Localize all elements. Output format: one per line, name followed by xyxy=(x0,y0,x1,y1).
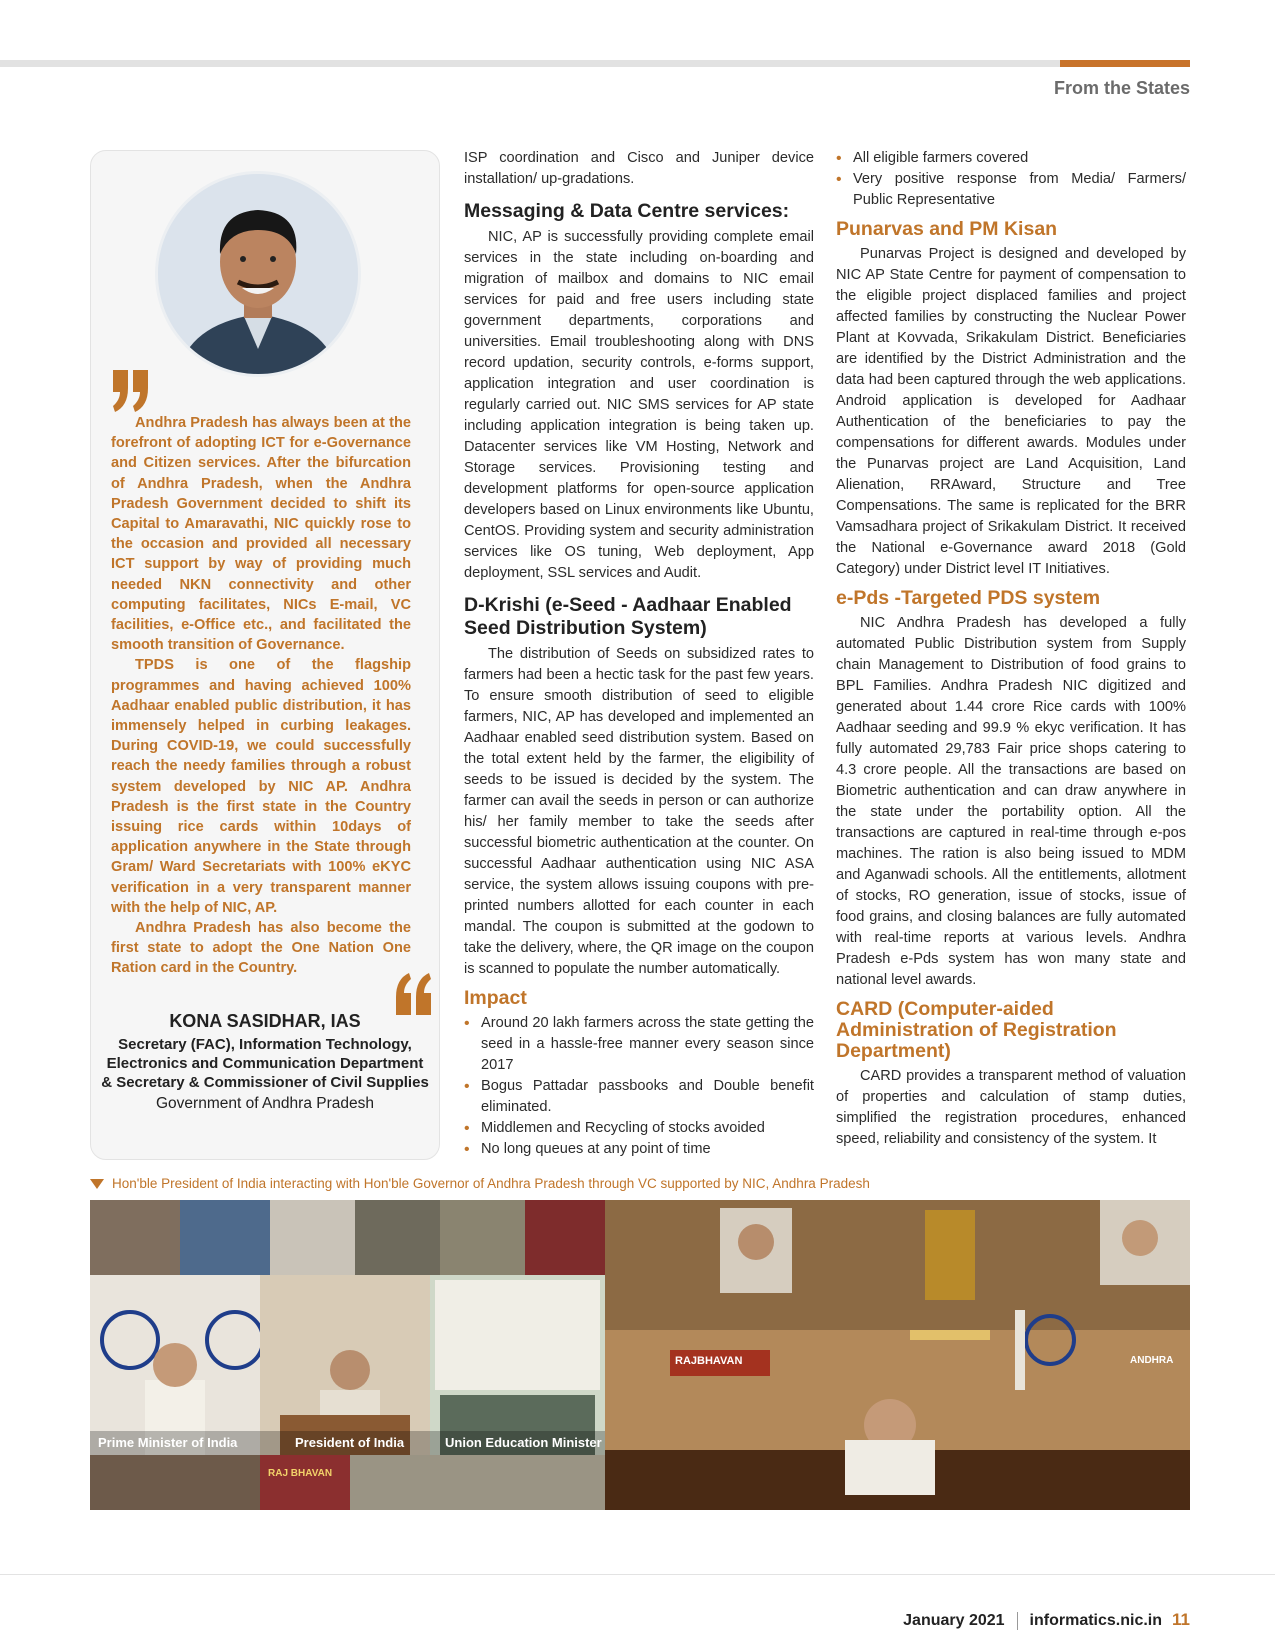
label-rajbhavan-small: RAJ BHAVAN xyxy=(268,1468,333,1479)
punarvas-heading: Punarvas and PM Kisan xyxy=(836,218,1058,240)
caption-triangle-icon xyxy=(90,1179,104,1189)
signatory-org: Government of Andhra Pradesh xyxy=(156,1095,374,1112)
person-icon xyxy=(158,174,358,374)
list-item: • No long queues at any point of time xyxy=(464,1139,814,1160)
punarvas-body: Punarvas Project is designed and developed by NIC AP State Centre for payment of compensation to the eligible project displaced families and project affected families by constructing the Nuclear Power Plant at Kovvada, Srikakulam District. Beneficiaries are identified by the District Administration and the data had been captured through the web applications. Android application is developed for Aadhaar Authentication of the beneficiaries to pay the compensations for different awards. Modules under the Punarvas project are Land Acquisition, Land Alienation, RRAward, Structure and Tree Compensations. The same is replicated for the BRR Vamsadhara project of Srikakulam District. It received the National e-Governance award 2018 (Gold Category) under District level IT Initiatives. xyxy=(836,246,1186,577)
impact-list-continued xyxy=(836,148,1186,211)
footer-separator xyxy=(1017,1612,1018,1630)
vc-photo xyxy=(90,1200,1190,1510)
dkrishi-heading: D-Krishi (e-Seed - Aadhaar Enabled Seed Distribution System) xyxy=(464,594,792,639)
quote-text xyxy=(111,413,411,979)
photo-caption xyxy=(90,1176,870,1191)
signature-block xyxy=(101,1009,429,1114)
card-body: CARD provides a transparent method of valuation of properties and calculation of stamp duties, simplified the registration procedures, enhanced speed, reliability and consistency of the system. It xyxy=(836,1068,1186,1147)
label-prime-minister: Prime Minister of India xyxy=(98,1435,238,1450)
footer-site: informatics.nic.in xyxy=(1029,1612,1163,1629)
list-item: • Bogus Pattadar passbooks and Double benefit eliminated. xyxy=(464,1076,814,1118)
label-education-minister: Union Education Minister xyxy=(445,1435,602,1450)
label-andhra: ANDHRA xyxy=(1130,1355,1174,1366)
footer-rule xyxy=(0,1574,1275,1575)
list-item: • All eligible farmers covered xyxy=(836,148,1186,169)
page-footer xyxy=(903,1610,1190,1630)
label-president: President of India xyxy=(295,1435,405,1450)
page-number: 11 xyxy=(1172,1610,1190,1629)
impact-list xyxy=(464,1013,814,1160)
quote-card xyxy=(90,150,440,1160)
dkrishi-body: The distribution of Seeds on subsidized rates to farmers had been a hectic task for the past few years. To ensure smooth distribution of seed to eligible farmers, NIC, AP has developed and implemented an Aadhaar enabled seed distribution system. Based on the total extent held by the farmer, the eligibility of seeds to be issued is decided by the system. The farmer can avail the seeds in person or can authorize his/ her family member to take the seeds after successful biometric authentication at the counter. On successful Aadhaar authentication using NIC ASA service, the system allows issuing coupons with pre-printed numbers allotted for each counter in each mandal. The coupon is submitted at the godown to take the delivery, where, the QR image on the coupon is scanned to populate the number automatically. xyxy=(464,646,814,977)
epds-heading: e-Pds -Targeted PDS system xyxy=(836,587,1101,609)
list-item: • Around 20 lakh farmers across the state getting the seed in a hassle-free manner every season since 2017 xyxy=(464,1013,814,1076)
footer-date: January 2021 xyxy=(903,1612,1005,1629)
open-quote-icon xyxy=(111,366,151,416)
list-item: • Very positive response from Media/ Farmers/ Public Representative xyxy=(836,169,1186,211)
label-rajbhavan: RAJBHAVAN xyxy=(675,1355,743,1367)
epds-body: NIC Andhra Pradesh has developed a fully automated Public Distribution system from Supply chain Management to Distribution of food grains to BPL Families. Andhra Pradesh NIC digitized and generated about 1.44 crore Rice cards with 100% Aadhaar seeding and 99.9 % ekyc verification. It has fully automated 29,783 Fair price shops catering to 4.3 crore people. All the transactions are based on Biometric authentication and can draw anywhere in the state under the portability option. All the transactions are captured in real-time through e-pos machines. The ration is also being issued to MDM and Aganwadi schools. All the entitlements, allotment of stocks, RO generation, issue of stocks, issue of food grains, and closing balances are fully automated with real-time reports at various levels. Andhra Pradesh e-Pds system has won many state and national level awards. xyxy=(836,615,1186,988)
portrait-photo xyxy=(155,171,361,377)
header-rule xyxy=(0,60,1190,67)
list-item: • Middlemen and Recycling of stocks avoided xyxy=(464,1118,814,1139)
quote-paragraph: Andhra Pradesh has always been at the forefront of adopting ICT for e-Governance and Citizen services. After the bifurcation of Andhra Pradesh, when the Andhra Pradesh Government decided to shift its Capital to Amaravathi, NIC quickly rose to the occasion and provided all necessary ICT support by way of providing much needed NKN connectivity and other computing facilitates, NICs E-mail, VC facilities, e-Office etc., and facilitated the smooth transition of Governance. xyxy=(111,415,411,654)
article-column-right xyxy=(836,148,1186,1150)
caption-text: Hon'ble President of India interacting with Hon'ble Governor of Andhra Pradesh through VC supported by NIC, Andhra Pradesh xyxy=(112,1176,870,1191)
card-heading: CARD (Computer-aided Administration of Registration Department) xyxy=(836,998,1117,1062)
intro-text: ISP coordination and Cisco and Juniper device installation/ up-gradations. xyxy=(464,150,814,187)
quote-paragraph: Andhra Pradesh has also become the first state to adopt the One Nation One Ration card in the Country. xyxy=(111,920,411,977)
section-label: From the States xyxy=(1053,78,1190,98)
messaging-body: NIC, AP is successfully providing complete email services in the state including on-boarding and migration of mailbox and domains to NIC email services for paid and free users including state government departments, corporations and universities. Email troubleshooting along with DNS record updation, security controls, e-forms support, application integration and user coordination is regularly carried out. NIC SMS services for AP state including application integration is being taken up. Datacenter services like VM Hosting, Network and Storage services. Provisioning testing and development platforms for open-source application developers based on Linux environments like Ubuntu, CentOS. Providing system and security administration services like OS tuning, Web deployment, App deployment, SSL services and Audit. xyxy=(464,229,814,581)
header-accent xyxy=(1060,60,1190,67)
signatory-role: Secretary (FAC), Information Technology, Electronics and Communication Department & Secretary & Commissioner of Civil Supplies xyxy=(101,1036,429,1091)
quote-paragraph: TPDS is one of the flagship programmes and having achieved 100% Aadhaar enabled public distribution, it has immensely helped in curbing leakages. During COVID-19, we could successfully reach the needy families through a robust system developed by NIC AP. Andhra Pradesh is the first state in the Country issuing rice cards within 10days of application anywhere in the State through Gram/ Ward Secretariats with 100% eKYC verification in a very transparent manner with the help of NIC, AP. xyxy=(111,657,411,916)
impact-heading: Impact xyxy=(464,987,527,1009)
messaging-heading: Messaging & Data Centre services: xyxy=(464,200,790,222)
article-column-middle xyxy=(464,148,814,1160)
vc-photo-image xyxy=(90,1200,1190,1510)
signatory-name: KONA SASIDHAR, IAS xyxy=(169,1011,361,1031)
